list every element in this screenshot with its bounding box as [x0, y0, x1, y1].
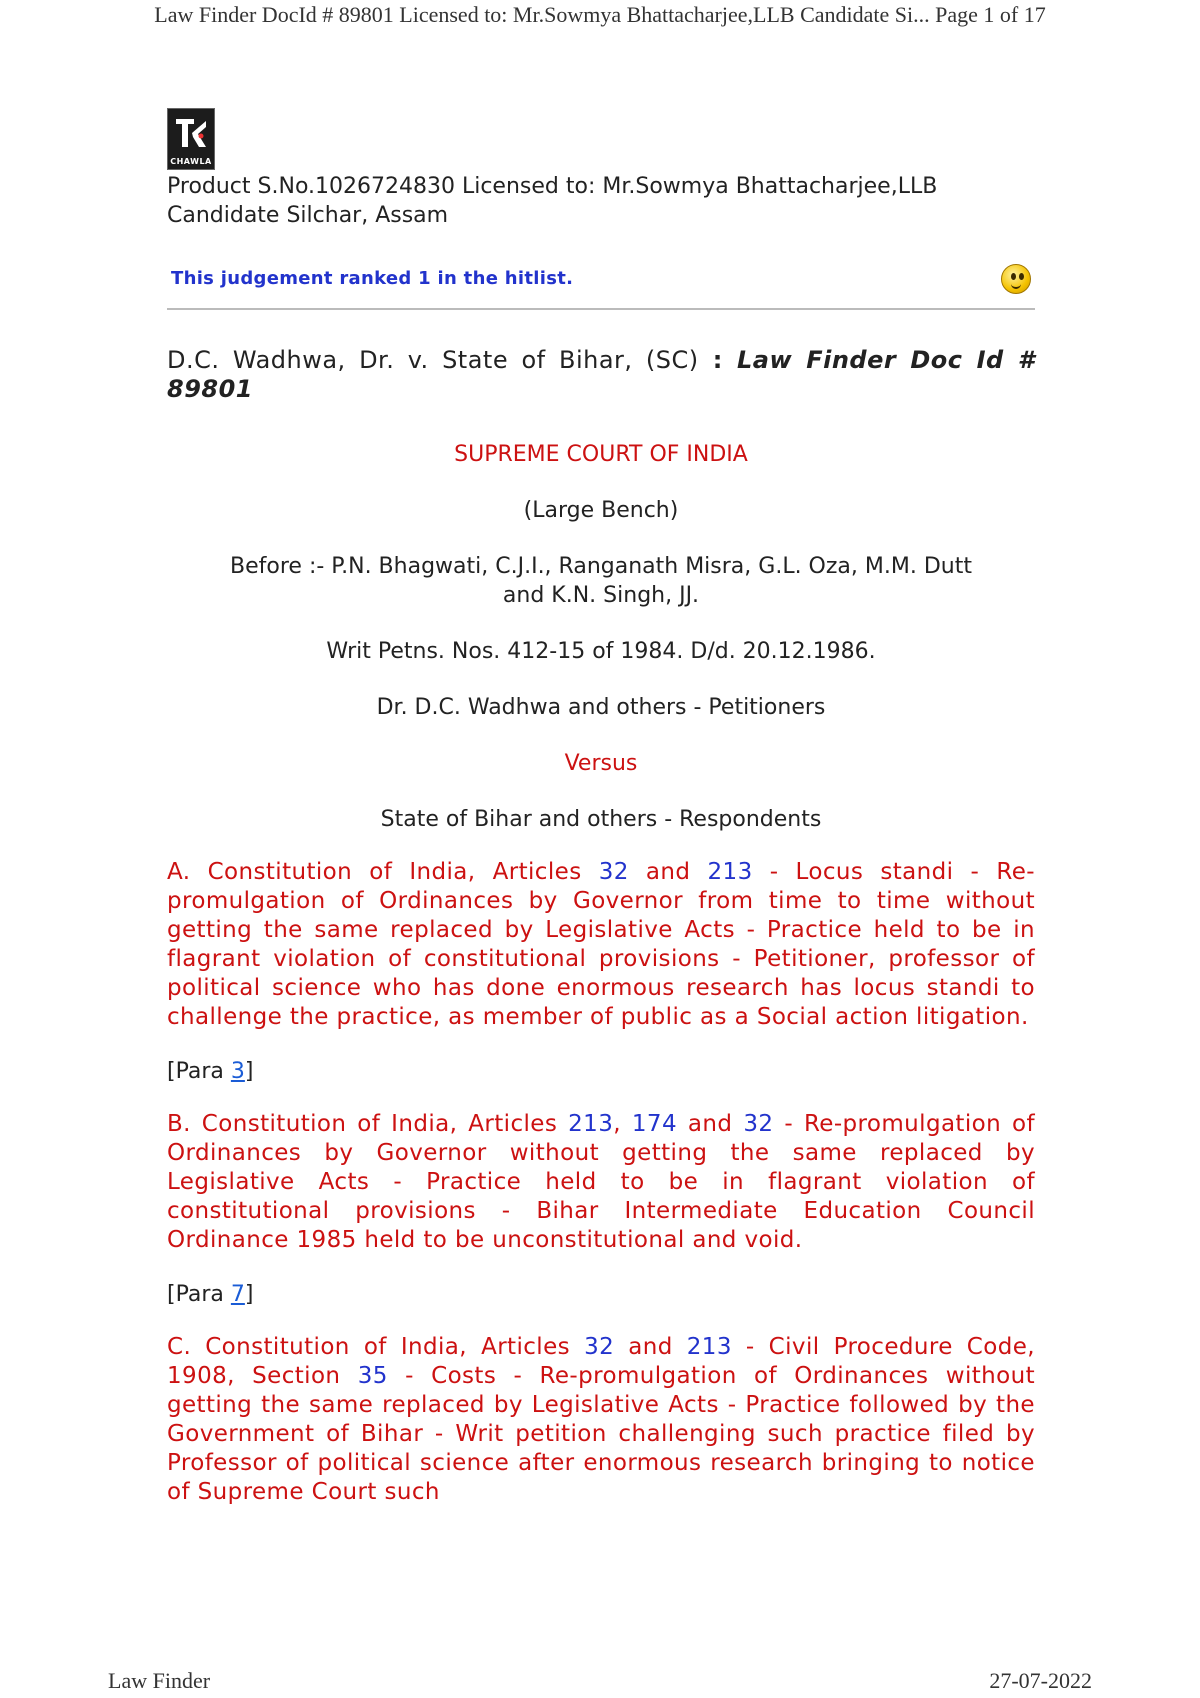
- product-line-2: Candidate Silchar, Assam: [167, 203, 449, 228]
- chawla-logo-icon: [167, 108, 215, 170]
- para-ref-b: [Para 7]: [167, 1282, 254, 1307]
- section-link[interactable]: 35: [357, 1363, 388, 1389]
- rank-row: [167, 268, 1035, 302]
- article-link[interactable]: 32: [743, 1111, 774, 1137]
- para-link-7[interactable]: 7: [230, 1282, 245, 1307]
- article-link[interactable]: 174: [631, 1111, 677, 1137]
- headnote-a: A. Constitution of India, Articles 32 and 213 - Locus standi - Re-promulgation of Ordinances by Governor from time to time without getting the same replaced by Legislative Acts - Practice held to be in flagrant violation of constitutional provisions - Petitioner, professor of political science who has done enormous research has locus standi to challenge the practice, as member of public as a Social action litigation.: [167, 859, 1035, 1030]
- rank-text: This judgement ranked 1 in the hitlist.: [171, 268, 574, 289]
- article-link[interactable]: 213: [686, 1334, 732, 1360]
- headnote-b: B. Constitution of India, Articles 213, 174 and 32 - Re-promulgation of Ordinances by Governor without getting the same replaced by Legislative Acts - Practice held to be in flagrant violation of constitutional provisions - Bihar Intermediate Education Council Ordinance 1985 held to be unconstitutional and void.: [167, 1111, 1035, 1253]
- judges: Before :- P.N. Bhagwati, C.J.I., Ranganath Misra, G.L. Oza, M.M. Dutt and K.N. Singh, JJ.: [230, 554, 972, 608]
- writ-petition-number: Writ Petns. Nos. 412-15 of 1984. D/d. 20.12.1986.: [326, 639, 876, 664]
- article-link[interactable]: 213: [568, 1111, 614, 1137]
- product-license: [167, 172, 1035, 230]
- case-citation: D.C. Wadhwa, Dr. v. State of Bihar, (SC) : Law Finder Doc Id # 89801: [167, 346, 1035, 403]
- bench: (Large Bench): [523, 498, 679, 523]
- doc-id: Law Finder Doc Id # 89801: [167, 346, 1035, 403]
- page-header: Law Finder DocId # 89801 Licensed to: Mr.Sowmya Bhattacharjee,LLB Candidate Si... Page 1 of 17: [154, 2, 1046, 27]
- document-body: [167, 108, 1035, 1507]
- footer-date: 27-07-2022: [989, 1668, 1092, 1693]
- article-link[interactable]: 32: [598, 859, 629, 885]
- divider: [167, 308, 1035, 310]
- para-link-3[interactable]: 3: [230, 1059, 245, 1084]
- respondents: State of Bihar and others - Respondents: [380, 807, 822, 832]
- para-ref-a: [Para 3]: [167, 1059, 254, 1084]
- headnote-c: C. Constitution of India, Articles 32 and 213 - Civil Procedure Code, 1908, Section 35 - Costs - Re-promulgation of Ordinances without getting the same replaced by Legislative Acts - Practice followed by the Government of Bihar - Writ petition challenging such practice filed by Professor of political science after enormous research bringing to notice of Supreme Court such: [167, 1334, 1035, 1505]
- smiley-icon: [1001, 264, 1031, 294]
- article-link[interactable]: 213: [707, 859, 753, 885]
- petitioners: Dr. D.C. Wadhwa and others - Petitioners: [376, 695, 826, 720]
- logo-text: CHAWLA: [170, 157, 212, 166]
- versus: Versus: [564, 751, 638, 776]
- article-link[interactable]: 32: [584, 1334, 615, 1360]
- court-name: SUPREME COURT OF INDIA: [454, 442, 748, 467]
- footer-left: Law Finder: [108, 1668, 211, 1693]
- case-title: D.C. Wadhwa, Dr. v. State of Bihar, (SC): [167, 346, 699, 374]
- product-line-1: Product S.No.1026724830 Licensed to: Mr.Sowmya Bhattacharjee,LLB: [167, 174, 938, 199]
